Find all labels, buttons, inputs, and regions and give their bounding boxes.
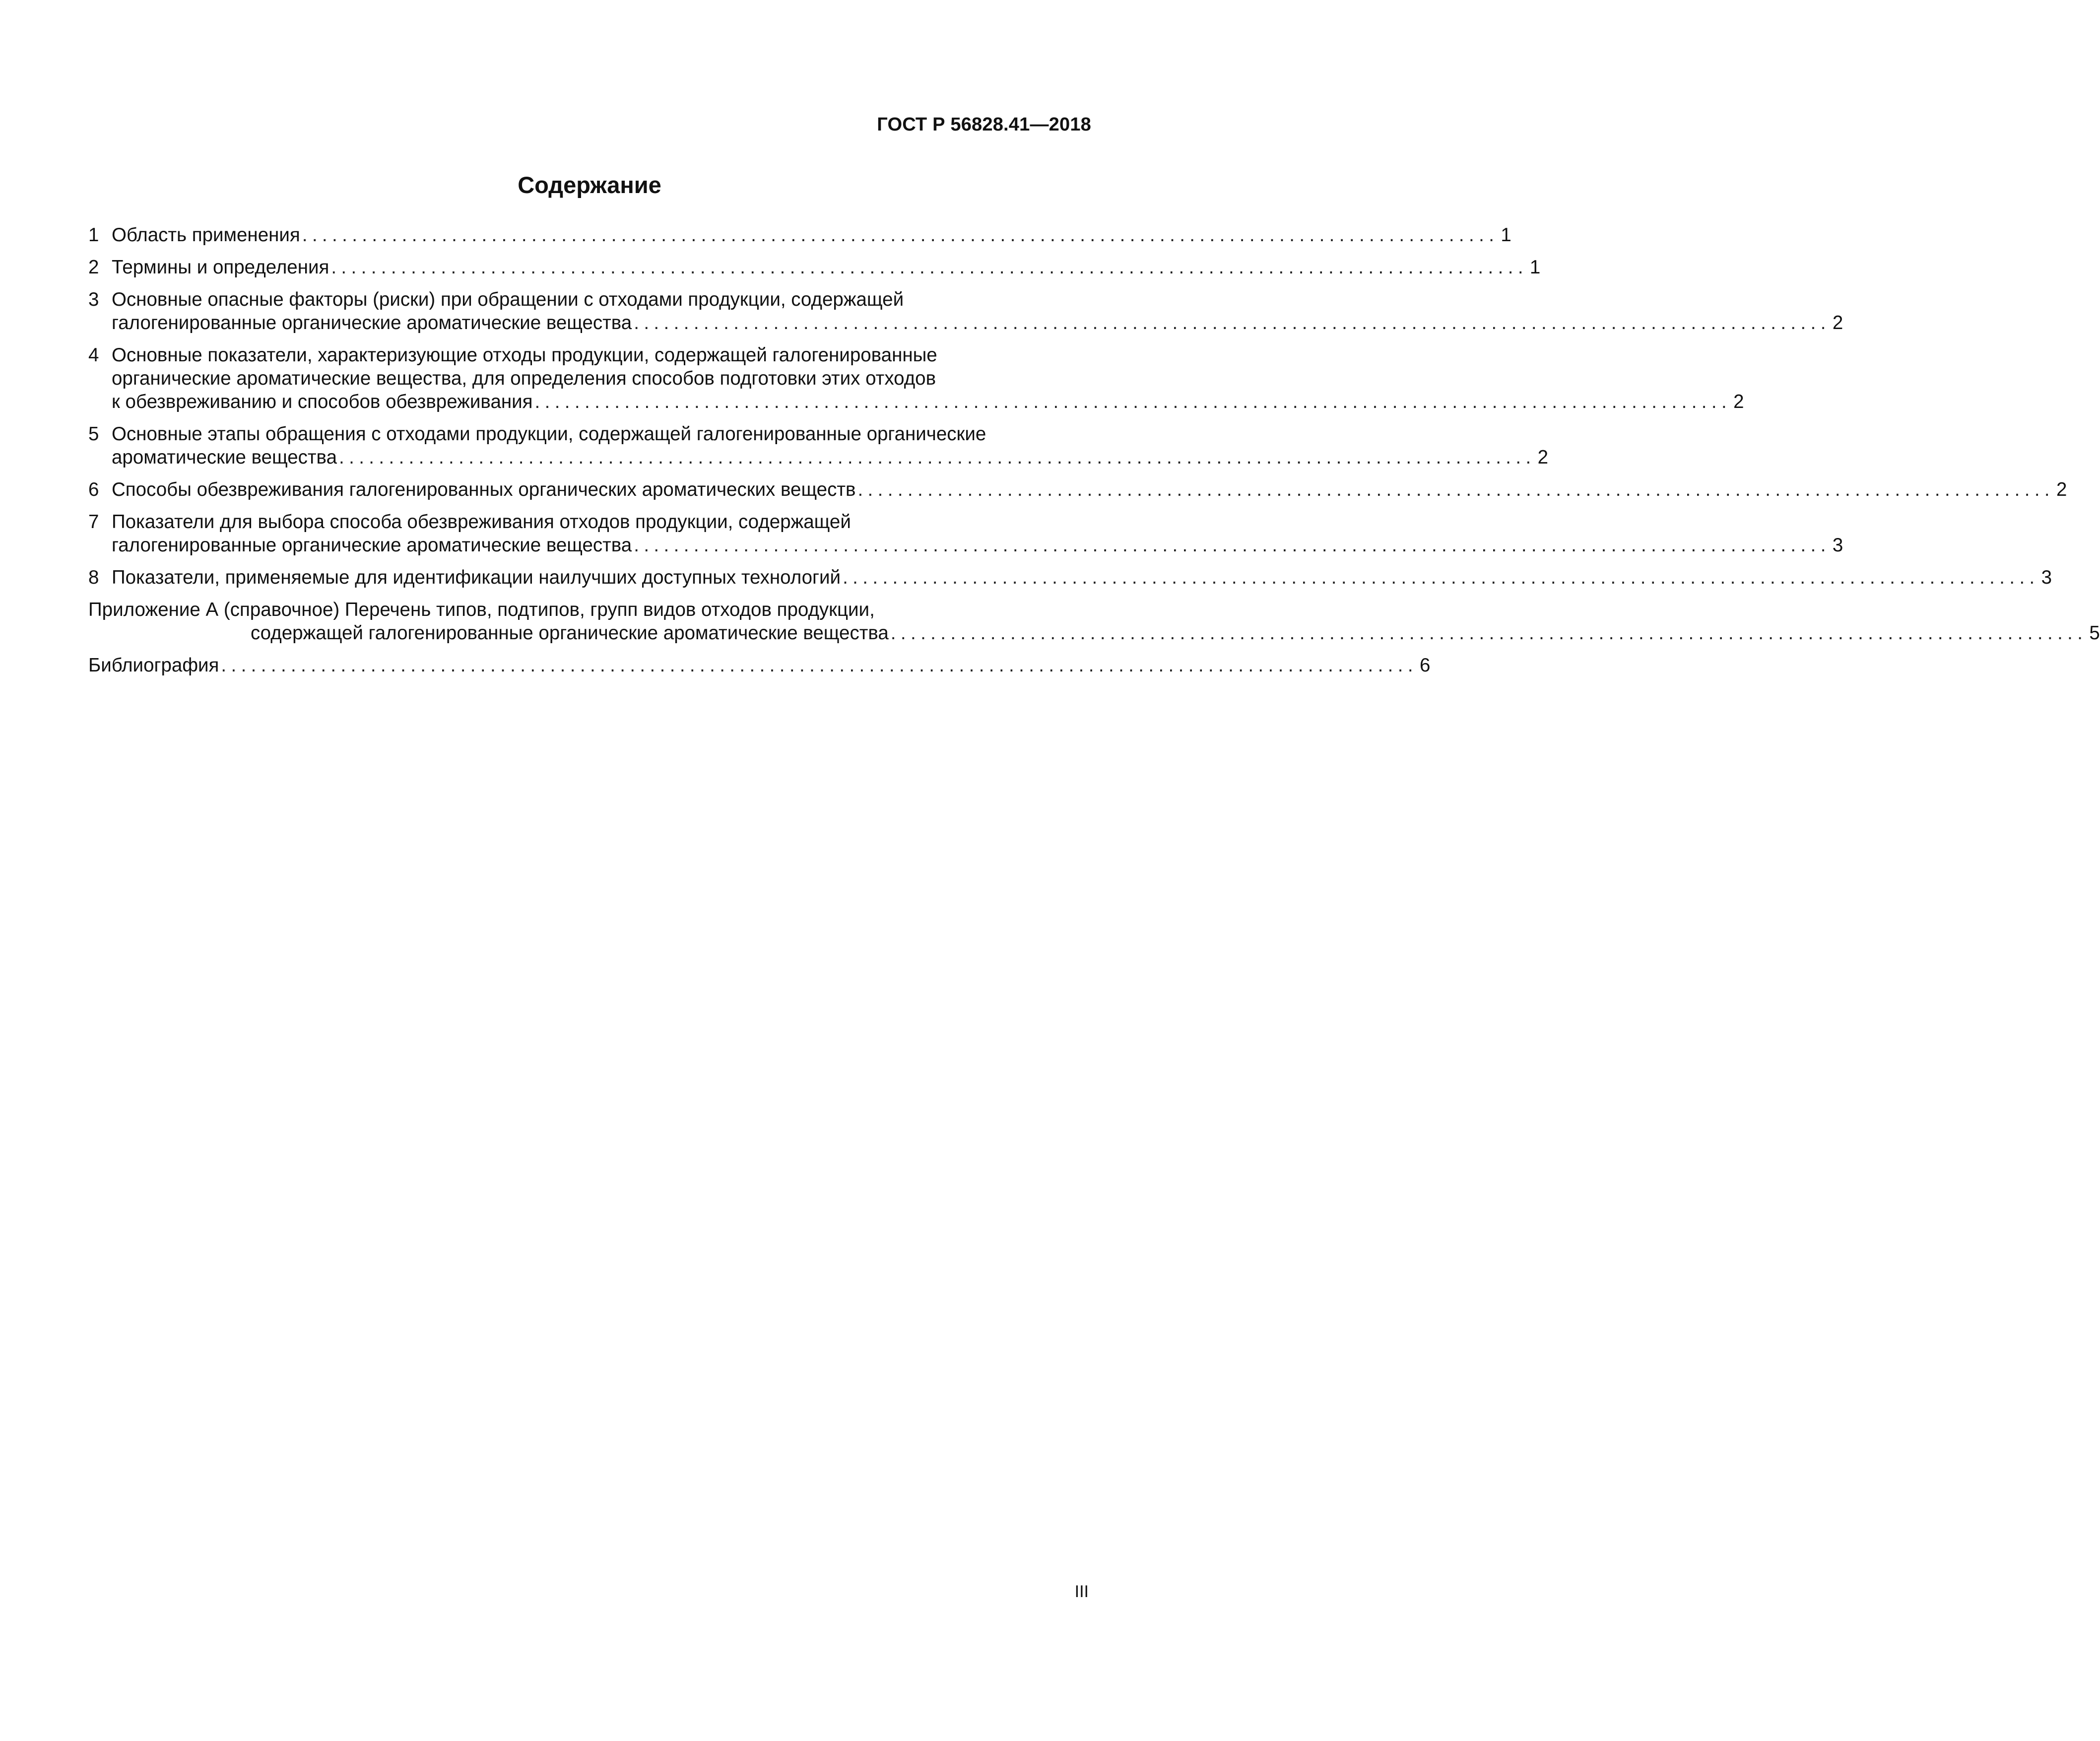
toc-entry-title-continuation: содержащей галогенированные органические ароматические вещества <box>251 622 889 644</box>
dot-leader: ........................................................................................................................ <box>634 535 1831 556</box>
toc-entry-2[interactable] <box>88 256 1541 279</box>
toc-entry-number: 2 <box>88 257 99 278</box>
dot-leader: ........................................................................................................................ <box>843 567 2039 588</box>
dot-leader: ........................................................................................................................ <box>890 622 2088 644</box>
toc-entry-number: 5 <box>88 423 99 445</box>
toc-entry-appendix-a[interactable] <box>88 598 2100 645</box>
toc-entry-title: Область применения <box>112 224 300 246</box>
toc-entry-3[interactable] <box>88 288 1843 335</box>
toc-entry-5[interactable] <box>88 422 1549 469</box>
toc-entry-title: Основные показатели, характеризующие отходы продукции, содержащей галогенированные <box>112 344 937 366</box>
toc-entry-page: 2 <box>1832 312 1843 334</box>
toc-entry-page: 1 <box>1501 224 1511 246</box>
toc-entry-title: Показатели, применяемые для идентификации наилучших доступных технологий <box>112 567 841 588</box>
toc-entry-title-continuation: галогенированные органические ароматические вещества <box>112 535 632 556</box>
dot-leader: ........................................................................................................................ <box>634 312 1831 334</box>
toc-title: Содержание <box>518 172 661 198</box>
toc-entry-8[interactable] <box>88 566 2052 589</box>
toc-entry-title: Основные опасные факторы (риски) при обращении с отходами продукции, содержащей <box>112 289 904 310</box>
toc-entry-page: 2 <box>2056 479 2067 500</box>
toc-entry-title-continuation: ароматические вещества <box>112 447 337 468</box>
toc-entry-number: 3 <box>88 289 99 310</box>
dot-leader: ........................................................................................................................ <box>331 257 1528 278</box>
toc-entry-7[interactable] <box>88 510 1843 557</box>
dot-leader: ........................................................................................................................ <box>302 224 1499 246</box>
toc-entry-title-continuation: органические ароматические вещества, для определения способов подготовки этих отходов <box>112 368 936 389</box>
toc-entry-4[interactable] <box>88 343 1744 413</box>
toc-entry-title: Показатели для выбора способа обезвреживания отходов продукции, содержащей <box>112 511 851 533</box>
dot-leader: ........................................................................................................................ <box>534 391 1732 412</box>
toc-entry-page: 1 <box>1529 257 1541 278</box>
toc-entry-number: 6 <box>88 479 99 500</box>
toc-entry-title: Способы обезвреживания галогенированных органических ароматических веществ <box>112 479 856 500</box>
toc-entry-number: 4 <box>88 344 99 366</box>
toc-entry-page: 3 <box>1832 535 1843 556</box>
toc-entry-title-continuation: к обезвреживанию и способов обезвреживания <box>112 391 533 412</box>
toc-entry-title: Приложение А (справочное) Перечень типов, подтипов, групп видов отходов продукции, <box>88 599 875 620</box>
toc-entry-page: 5 <box>2089 622 2100 644</box>
toc-entry-title: Библиография <box>88 655 219 676</box>
page-number: III <box>1074 1582 1089 1601</box>
toc-entry-page: 6 <box>1419 655 1431 676</box>
toc-entry-6[interactable] <box>88 478 2067 501</box>
standard-code-header: ГОСТ Р 56828.41—2018 <box>877 114 1091 135</box>
toc-entry-bibliography[interactable] <box>88 654 1431 677</box>
toc-entry-page: 3 <box>2041 567 2052 588</box>
toc-entry-1[interactable] <box>88 223 1511 247</box>
toc-entry-title-continuation: галогенированные органические ароматические вещества <box>112 312 632 334</box>
toc-entry-number: 7 <box>88 511 99 533</box>
toc-entry-page: 2 <box>1537 447 1549 468</box>
dot-leader: ........................................................................................................................ <box>221 655 1418 676</box>
table-of-contents <box>88 223 2100 686</box>
toc-entry-title: Основные этапы обращения с отходами продукции, содержащей галогенированные органические <box>112 423 986 445</box>
dot-leader: ........................................................................................................................ <box>339 447 1536 468</box>
toc-entry-number: 1 <box>88 224 99 246</box>
toc-entry-title: Термины и определения <box>112 257 329 278</box>
toc-entry-page: 2 <box>1733 391 1744 412</box>
dot-leader: ........................................................................................................................ <box>857 479 2055 500</box>
toc-entry-number: 8 <box>88 567 99 588</box>
